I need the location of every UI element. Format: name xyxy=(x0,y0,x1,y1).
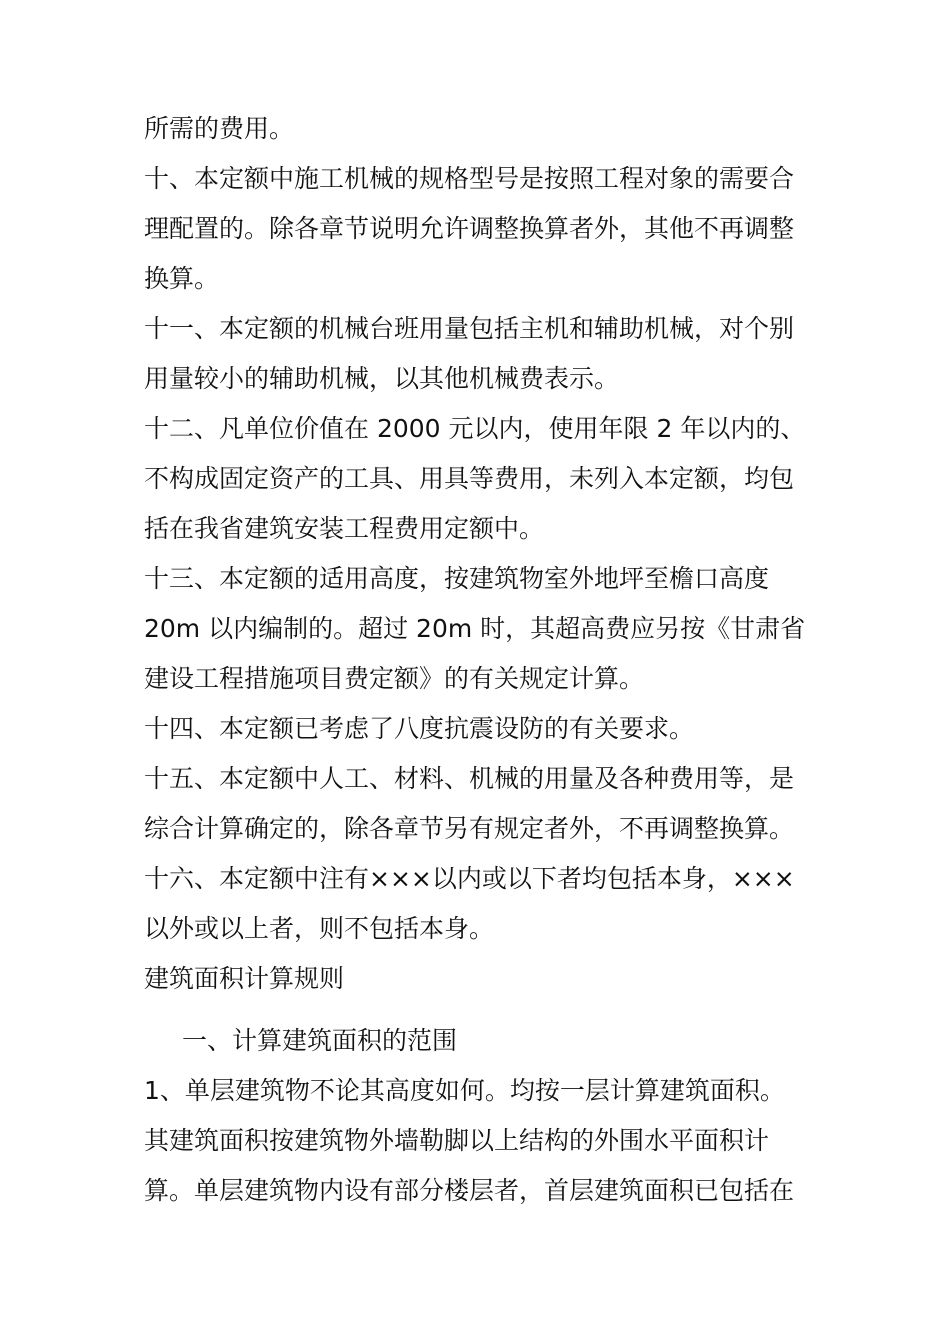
paragraph-line: 所需的费用。 xyxy=(144,114,295,143)
paragraph-line: 不构成固定资产的工具、用具等费用，未列入本定额，均包 xyxy=(144,464,795,493)
paragraph-line: 换算。 xyxy=(144,264,220,293)
paragraph-line: 建设工程措施项目费定额》的有关规定计算。 xyxy=(144,664,645,693)
paragraph-line: 十二、凡单位价值在 2000 元以内，使用年限 2 年以内的、 xyxy=(144,414,806,443)
paragraph-line: 十五、本定额中人工、材料、机械的用量及各种费用等，是 xyxy=(144,764,795,793)
paragraph-line: 十六、本定额中注有×××以内或以下者均包括本身，××× xyxy=(144,864,795,893)
paragraph-line: 用量较小的辅助机械，以其他机械费表示。 xyxy=(144,364,620,393)
paragraph-line: 算。单层建筑物内设有部分楼层者，首层建筑面积已包括在 xyxy=(144,1176,795,1205)
paragraph-line: 十三、本定额的适用高度，按建筑物室外地坪至檐口高度 xyxy=(144,564,770,593)
section-heading: 建筑面积计算规则 xyxy=(144,964,345,993)
paragraph-line: 十、本定额中施工机械的规格型号是按照工程对象的需要合 xyxy=(144,164,795,193)
paragraph-line: 十一、本定额的机械台班用量包括主机和辅助机械，对个别 xyxy=(144,314,795,343)
subsection-heading: 一、计算建筑面积的范围 xyxy=(182,1026,458,1055)
paragraph-line: 其建筑面积按建筑物外墙勒脚以上结构的外围水平面积计 xyxy=(144,1126,770,1155)
document-body xyxy=(144,104,812,1216)
paragraph-line: 括在我省建筑安装工程费用定额中。 xyxy=(144,514,545,543)
paragraph-line: 20m 以内编制的。超过 20m 时，其超高费应另按《甘肃省 xyxy=(144,614,806,643)
paragraph-line: 十四、本定额已考虑了八度抗震设防的有关要求。 xyxy=(144,714,695,743)
paragraph-line: 以外或以上者，则不包括本身。 xyxy=(144,914,495,943)
paragraph-line: 理配置的。除各章节说明允许调整换算者外，其他不再调整 xyxy=(144,214,795,243)
paragraph-line: 1、单层建筑物不论其高度如何。均按一层计算建筑面积。 xyxy=(144,1076,785,1105)
paragraph-line: 综合计算确定的，除各章节另有规定者外，不再调整换算。 xyxy=(144,814,795,843)
